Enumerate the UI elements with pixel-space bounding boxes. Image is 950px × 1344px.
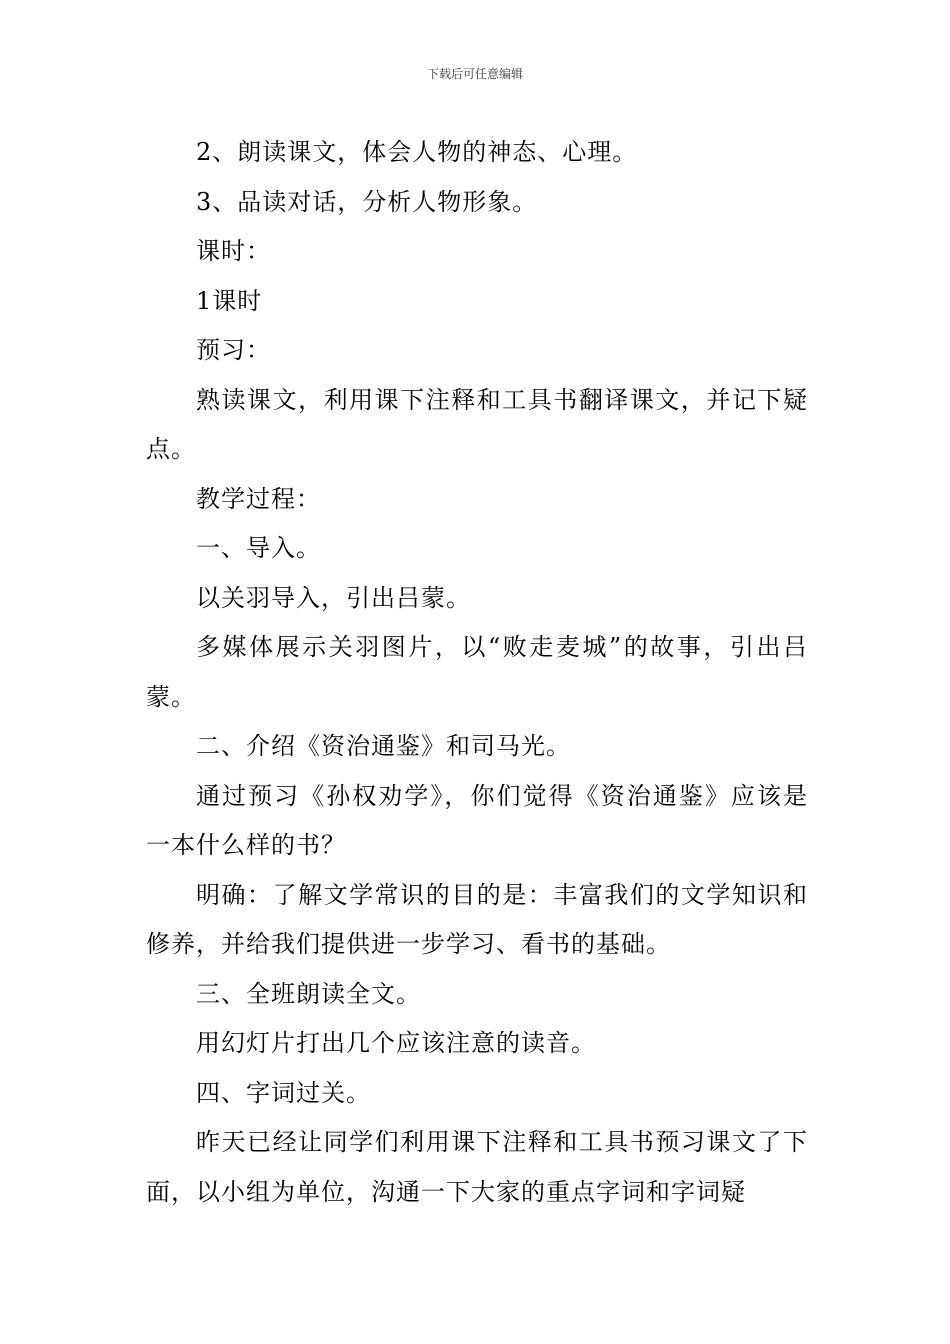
paragraph: 多媒体展示关羽图片，以“败走麦城”的故事，引出吕蒙。 <box>146 633 808 711</box>
paragraph: 二、介绍《资治通鉴》和司马光。 <box>196 732 571 760</box>
paragraph: 教学过程： <box>196 484 321 513</box>
paragraph: 3、品读对话，分析人物形象。 <box>196 187 538 216</box>
paragraph: 课时： <box>196 237 271 265</box>
paragraph: 一、导入。 <box>196 534 321 562</box>
paragraph: 用幻灯片打出几个应该注意的读音。 <box>196 1029 596 1057</box>
page-header: 下载后可任意编辑 <box>426 67 523 81</box>
paragraph: 熟读课文，利用课下注释和工具书翻译课文，并记下疑点。 <box>146 385 808 463</box>
paragraph: 四、字词过关。 <box>196 1078 371 1107</box>
paragraph: 1课时 <box>196 286 263 315</box>
paragraph: 昨天已经让同学们利用课下注释和工具书预习课文了下面，以小组为单位，沟通一下大家的重点字词和字词疑 <box>146 1128 808 1206</box>
document-body <box>146 128 808 1217</box>
paragraph: 2、朗读课文，体会人物的神态、心理。 <box>196 138 638 166</box>
paragraph: 以关羽导入，引出吕蒙。 <box>196 583 471 612</box>
paragraph: 预习： <box>196 336 271 364</box>
paragraph: 明确：了解文学常识的目的是：丰富我们的文学知识和修养，并给我们提供进一步学习、看书的基础。 <box>146 880 808 958</box>
paragraph: 三、全班朗读全文。 <box>196 979 421 1008</box>
paragraph: 通过预习《孙权劝学》，你们觉得《资治通鉴》应该是一本什么样的书？ <box>146 781 808 859</box>
